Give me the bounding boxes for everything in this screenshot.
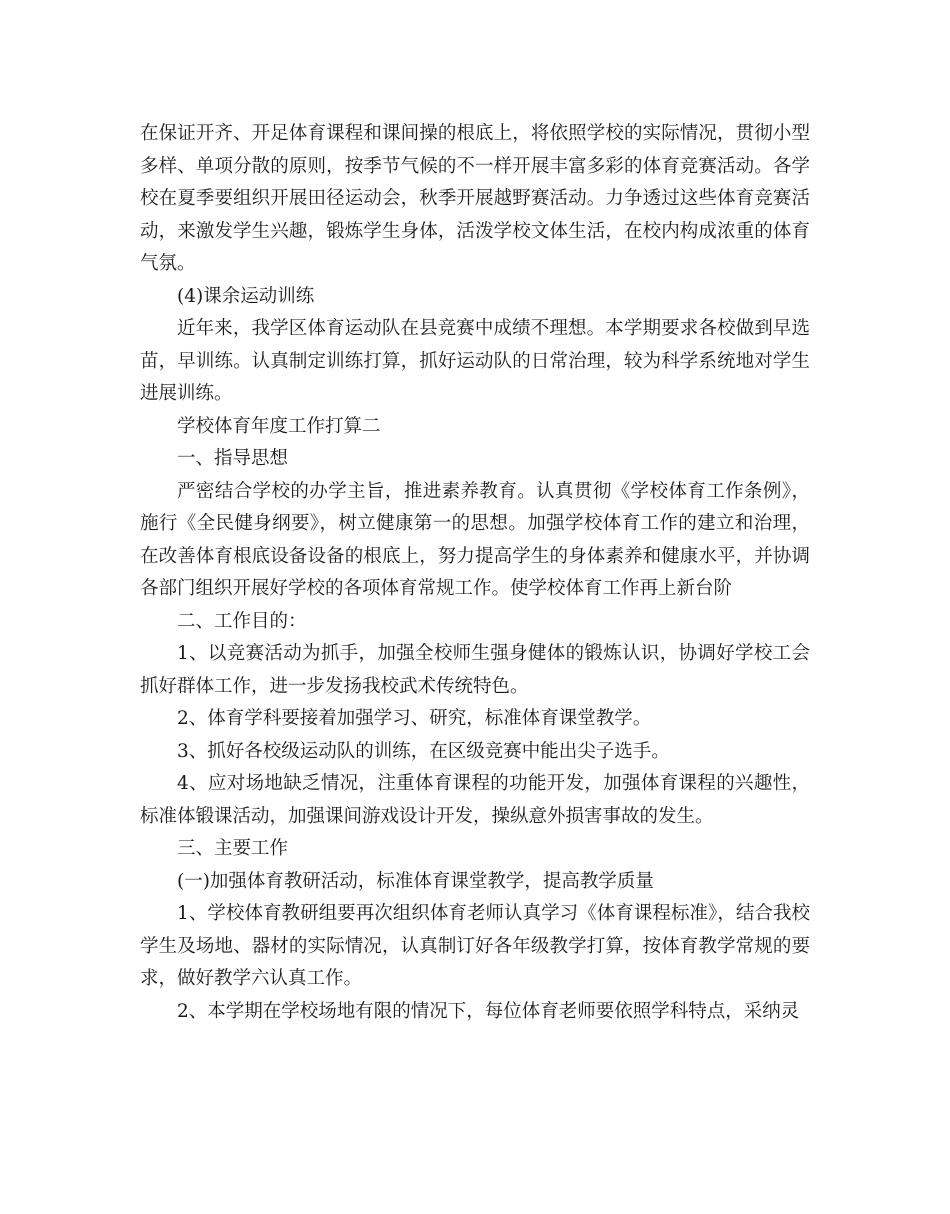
section-heading: 一、指导思想 [177, 448, 289, 469]
section-heading: (4)课余运动训练 [177, 285, 315, 307]
paragraph: 在保证开齐、开足体育课程和课间操的根底上，将依照学校的实际情况，贯彻小型多样、单项分散的原则，按季节气候的不一样开展丰富多彩的体育竞赛活动。各学校在夏季要组织开展田径运动会，秋季开展越野赛活动。力争透过这些体育竞赛活动，来激发学生兴趣，锻炼学生身体，活泼学校文体生活，在校内构成浓重的体育气氛。 [140, 123, 810, 274]
section-heading: 二、工作目的： [177, 610, 307, 632]
section-heading: 三、主要工作 [177, 838, 289, 859]
list-item: 3、抓好各校级运动队的训练，在区级竞赛中能出尖子选手。 [177, 740, 670, 762]
paragraph: 近年来，我学区体育运动队在县竞赛中成绩不理想。本学期要求各校做到早选苗，早训练。认真制定训练打算，抓好运动队的日常治理，较为科学系统地对学生进展训练。 [140, 318, 810, 404]
list-item: 2、本学期在学校场地有限的情况下，每位体育老师要依照学科特点，采纳灵 [177, 1000, 800, 1022]
list-item: 2、体育学科要接着加强学习、研究，标准体育课堂教学。 [177, 708, 652, 729]
document-title: 学校体育年度工作打算二 [177, 415, 381, 437]
document-page [140, 118, 810, 1028]
list-item: 1、以竞赛活动为抓手，加强全校师生强身健体的锻炼认识，协调好学校工会抓好群体工作，进一步发扬我校武术传统特色。 [140, 643, 810, 697]
list-item: 4、应对场地缺乏情况，注重体育课程的功能开发，加强体育课程的兴趣性，标准体锻课活动，加强课间游戏设计开发，操纵意外损害事故的发生。 [140, 773, 810, 827]
paragraph: 严密结合学校的办学主旨，推进素养教育。认真贯彻《学校体育工作条例》，施行《全民健身纲要》，树立健康第一的思想。加强学校体育工作的建立和治理，在改善体育根底设备设备的根底上，努力提高学生的身体素养和健康水平，并协调各部门组织开展好学校的各项体育常规工作。使学校体育工作再上新台阶 [140, 480, 810, 599]
list-item: 1、学校体育教研组要再次组织体育老师认真学习《体育课程标准》，结合我校学生及场地、器材的实际情况，认真制订好各年级教学打算，按体育教学常规的要求，做好教学六认真工作。 [140, 903, 810, 989]
subsection-heading: (一)加强体育教研活动，标准体育课堂教学，提高教学质量 [177, 870, 654, 892]
